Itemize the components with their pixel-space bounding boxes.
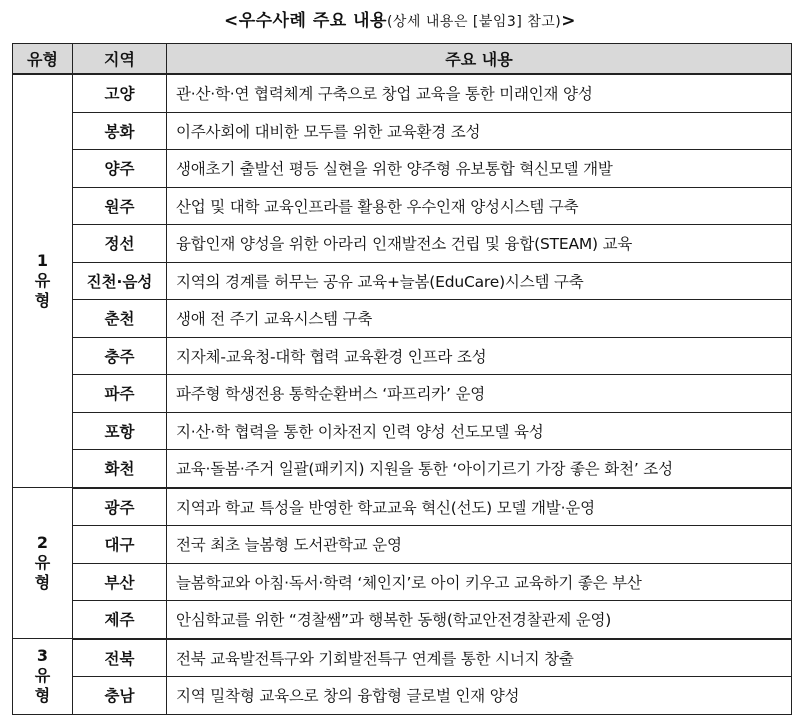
region-cell: 전북 xyxy=(73,639,167,677)
content-cell: 지역의 경계를 허무는 공유 교육+늘봄(EduCare)시스템 구축 xyxy=(167,262,792,300)
table-body xyxy=(13,74,792,714)
content-cell: 관·산·학·연 협력체계 구축으로 창업 교육을 통한 미래인재 양성 xyxy=(167,74,792,112)
table-row xyxy=(13,526,792,564)
table-header-row xyxy=(13,44,792,75)
content-cell: 지·산·학 협력을 통한 이차전지 인력 양성 선도모델 육성 xyxy=(167,412,792,450)
table-row xyxy=(13,112,792,150)
region-cell: 대구 xyxy=(73,526,167,564)
region-cell: 부산 xyxy=(73,563,167,601)
region-cell: 고양 xyxy=(73,74,167,112)
region-cell: 화천 xyxy=(73,450,167,488)
table-row xyxy=(13,300,792,338)
title-close: > xyxy=(561,11,577,31)
type-label: 3유형 xyxy=(34,646,51,706)
header-content: 주요 내용 xyxy=(167,44,792,75)
region-cell: 봉화 xyxy=(73,112,167,150)
content-cell: 전북 교육발전특구와 기회발전특구 연계를 통한 시너지 창출 xyxy=(167,639,792,677)
type-label: 1유형 xyxy=(34,251,51,310)
content-cell: 늘봄학교와 아침·독서·학력 ‘체인지’로 아이 키우고 교육하기 좋은 부산 xyxy=(167,563,792,601)
header-region: 지역 xyxy=(73,44,167,75)
content-cell: 생애초기 출발선 평등 실현을 위한 양주형 유보통합 혁신모델 개발 xyxy=(167,150,792,188)
content-cell: 이주사회에 대비한 모두를 위한 교육환경 조성 xyxy=(167,112,792,150)
content-cell: 지자체-교육청-대학 협력 교육환경 인프라 조성 xyxy=(167,337,792,375)
best-practice-table xyxy=(12,43,792,715)
content-cell: 파주형 학생전용 통학순환버스 ‘파프리카’ 운영 xyxy=(167,375,792,413)
title-main: <우수사례 주요 내용 xyxy=(223,11,387,31)
content-cell: 지역과 학교 특성을 반영한 학교교육 혁신(선도) 모델 개발·운영 xyxy=(167,488,792,526)
region-cell: 포항 xyxy=(73,412,167,450)
table-row xyxy=(13,225,792,263)
table-row xyxy=(13,262,792,300)
table-row xyxy=(13,450,792,488)
table-row xyxy=(13,677,792,715)
table-row xyxy=(13,375,792,413)
table-row xyxy=(13,187,792,225)
region-cell: 충주 xyxy=(73,337,167,375)
table-row xyxy=(13,488,792,526)
type-cell xyxy=(13,488,73,639)
region-cell: 원주 xyxy=(73,187,167,225)
table-row xyxy=(13,150,792,188)
content-cell: 교육·돌봄·주거 일괄(패키지) 지원을 통한 ‘아이기르기 가장 좋은 화천’ 조성 xyxy=(167,450,792,488)
region-cell: 정선 xyxy=(73,225,167,263)
content-cell: 지역 밀착형 교육으로 창의 융합형 글로벌 인재 양성 xyxy=(167,677,792,715)
region-cell: 진천·음성 xyxy=(73,262,167,300)
table-row xyxy=(13,639,792,677)
region-cell: 제주 xyxy=(73,601,167,639)
region-cell: 춘천 xyxy=(73,300,167,338)
document-title xyxy=(0,8,800,35)
region-cell: 광주 xyxy=(73,488,167,526)
region-cell: 충남 xyxy=(73,677,167,715)
content-cell: 산업 및 대학 교육인프라를 활용한 우수인재 양성시스템 구축 xyxy=(167,187,792,225)
title-sub: (상세 내용은 [붙임3] 참고) xyxy=(386,14,562,30)
type-cell xyxy=(13,74,73,488)
table-row xyxy=(13,601,792,639)
type-cell xyxy=(13,639,73,715)
content-cell: 전국 최초 늘봄형 도서관학교 운영 xyxy=(167,526,792,564)
table-row xyxy=(13,412,792,450)
region-cell: 양주 xyxy=(73,150,167,188)
table-row xyxy=(13,563,792,601)
table-row xyxy=(13,74,792,112)
content-cell: 융합인재 양성을 위한 아라리 인재발전소 건립 및 융합(STEAM) 교육 xyxy=(167,225,792,263)
region-cell: 파주 xyxy=(73,375,167,413)
table-row xyxy=(13,337,792,375)
header-type: 유형 xyxy=(13,44,73,75)
content-cell: 안심학교를 위한 “경찰쌤”과 행복한 동행(학교안전경찰관제 운영) xyxy=(167,601,792,639)
type-label: 2유형 xyxy=(34,533,51,592)
content-cell: 생애 전 주기 교육시스템 구축 xyxy=(167,300,792,338)
